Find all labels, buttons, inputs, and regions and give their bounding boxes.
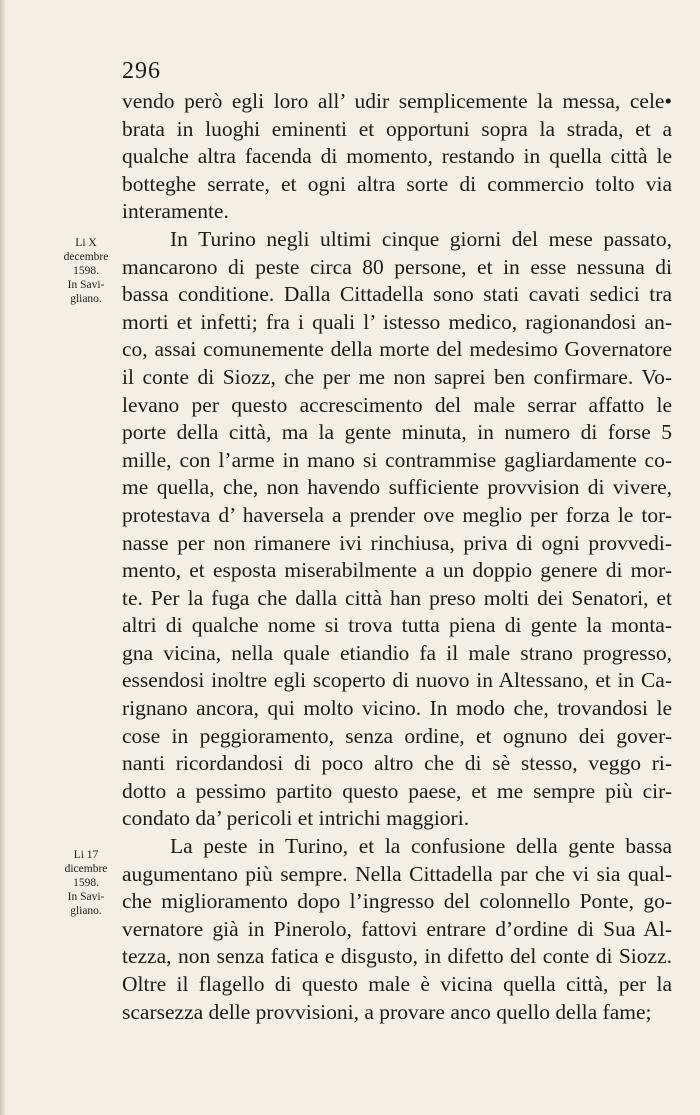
text-line: cose in peggioramento, senza ordine, et ognuno dei gover- (122, 723, 672, 748)
text-line: porte della città, ma la gente minuta, in numero di forse 5 (122, 420, 672, 445)
text-line: nanti ricordandosi di poco altro che di sè stesso, veggo ri- (122, 751, 672, 776)
text-line: vendo però egli loro all’ udir semplicemente la messa, cele• (122, 89, 672, 113)
text-line: me quella, che, non havendo sufficiente provvision di vivere, (122, 475, 672, 500)
paragraph (122, 833, 672, 1026)
text-line: rignano ancora, qui molto vicino. In modo che, trovandosi le (122, 696, 672, 721)
text-line: dotto a pessimo partito questo paese, et me sempre più cir- (122, 778, 672, 803)
margin-note-line: decembre (63, 251, 109, 263)
text-line: bassa conditione. Dalla Cittadella sono stati cavati sedici tra (122, 282, 672, 307)
text-line: il conte di Siozz, che per me non saprei ben confirmare. Vo- (122, 364, 672, 389)
text-line: In Turino negli ultimi cinque giorni del mese passato, (170, 226, 672, 251)
text-line: condato da’ pericoli et intrichi maggiori. (122, 806, 470, 831)
text-line: co, assai comunemente della morte del medesimo Governatore (122, 337, 672, 362)
text-line: nasse per non rimanere ivi rinchiusa, priva di ogni provvedi- (122, 530, 672, 555)
text-line: altri di qualche nome si trova tutta piena di gente la monta- (122, 613, 672, 638)
text-line: botteghe serrate, et ogni altra sorte di commercio tolto via (122, 171, 672, 196)
text-line: qualche altra facenda di momento, restando in quella città le (122, 144, 672, 169)
paragraph (122, 88, 672, 226)
margin-note-line: Li 17 (73, 849, 99, 861)
text-line: mancarono di peste circa 80 persone, et in esse nessuna di (122, 254, 672, 279)
text-line: scarsezza delle provvisioni, a provare anco quello della fame; (122, 999, 652, 1024)
margin-note-line: Li X (75, 237, 97, 249)
text-line: augumentano più sempre. Nella Cittadella par che vi sia qual- (122, 861, 672, 886)
text-line: te. Per la fuga che dalla città han preso molti dei Senatori, et (122, 585, 672, 610)
text-line: essendosi inoltre egli scoperto di nuovo in Altessano, et in Ca- (122, 668, 672, 693)
text-line: vernatore già in Pinerolo, fattovi entrare d’ordine di Sua Al- (122, 916, 672, 941)
text-line: interamente. (122, 199, 229, 224)
page-number: 296 (122, 58, 161, 84)
paragraph (122, 226, 672, 833)
text-line: levano per questo accrescimento del male serrar affatto le (122, 392, 672, 417)
text-line: protestava d’ haversela a prender ove meglio per forza le tor- (122, 502, 672, 527)
text-line: mille, con l’arme in mano si contrammise gagliardamente co- (122, 447, 672, 472)
text-line: mento, et esposta miserabilmente a un doppio genere di mor- (122, 558, 672, 583)
margin-note-line: 1598. (73, 877, 99, 889)
text-line: Oltre il flagello di questo male è vicina quella città, per la (122, 972, 672, 996)
margin-note-line: gliano. (70, 905, 102, 917)
margin-note-date (50, 848, 122, 918)
margin-note-line: dicembre (64, 863, 108, 875)
text-line: La peste in Turino, et la confusione della gente bassa (170, 834, 672, 859)
body-text (122, 88, 672, 1026)
text-line: tezza, non senza fatica e disgusto, in difetto del conte di Siozz. (122, 944, 672, 969)
margin-note-date (50, 236, 122, 306)
page-edge-shadow (0, 0, 6, 1115)
margin-note-line: In Savi- (67, 279, 105, 291)
margin-note-line: gliano. (70, 293, 102, 305)
text-line: gna vicina, nella quale etiandio fa il male strano progresso, (122, 640, 672, 665)
margin-note-line: In Savi- (67, 891, 105, 903)
text-line: che miglioramento dopo l’ingresso del colonnello Ponte, go- (122, 889, 672, 914)
margin-note-line: 1598. (73, 265, 99, 277)
text-line: brata in luoghi eminenti et opportuni sopra la strada, et a (122, 116, 672, 141)
text-line: morti et infetti; fra i quali l’ istesso medico, ragionandosi an- (122, 309, 672, 334)
